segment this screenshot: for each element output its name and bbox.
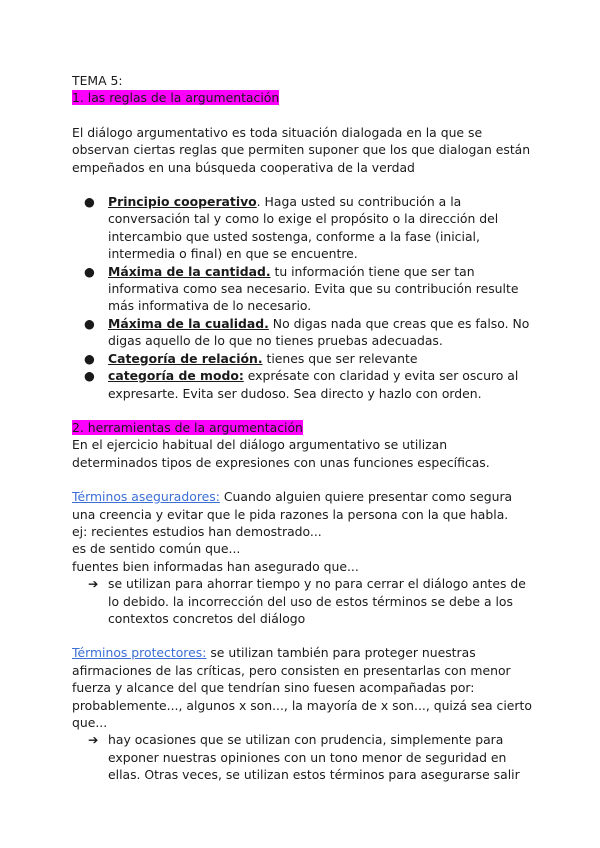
arrow-icon: ➔ [88,576,99,592]
rule-term: Principio cooperativo [108,194,257,210]
list-item [84,263,532,315]
aseguradores-paragraph: Términos aseguradores: Cuando alguien quiere presentar como segura una creencia y evitar que le pida razones la persona con la que habla. [72,489,513,522]
aseguradores-notes [72,575,532,627]
example-line: es de sentido común que... [72,541,241,557]
protectores-paragraph: Términos protectores: se utilizan también para proteger nuestras afirmaciones de las críticas, pero consisten en presentarlas con menor fuerza y alcance del que tendrían sino fuesen acompañadas por: probablemente..., algunos x son..., la mayoría de x son..., quizá sea cierto que... [72,645,532,730]
list-item: ➔ hay ocasiones que se utilizan con prudencia, simplemente para exponer nuestras opiniones con un tono menor de seguridad en ellas. Otras veces, se utilizan estos términos para asegurarse salir [88,732,520,783]
section1-heading: 1. las reglas de la argumentación [72,90,280,106]
protectores-link[interactable]: Términos protectores: [72,645,207,661]
list-item [84,193,532,263]
aseguradores-link[interactable]: Términos aseguradores: [72,489,220,505]
bullet-icon: ● [84,368,95,384]
rule-text: tienes que ser relevante [262,350,418,366]
section1-intro: El diálogo argumentativo es toda situación dialogada en la que se observan ciertas reglas que permiten suponer que los que dialogan están empeñados en una búsqueda cooperativa de la verdad [72,124,531,175]
arrow-icon: ➔ [88,732,99,748]
rule-text: . Haga usted su contribución a la conversación tal y como lo exige el propósito o la dirección del intercambio que usted sostenga, conforme a la fase (inicial, intermedia o final) en que se encuentre. [108,194,499,262]
rule-text: tu información tiene que ser tan informativa como sea necesario. Evita que su contribución resulte más informativa de lo necesario. [108,263,519,314]
rule-term: Categoría de relación. [108,350,263,366]
bullet-icon: ● [84,194,95,210]
section2-heading: 2. herramientas de la argumentación [72,419,303,435]
document-page [72,72,532,784]
rule-text: No digas nada que creas que es falso. No digas aquello de lo que no tienes pruebas adecuadas. [108,315,530,349]
bullet-icon: ● [84,315,95,331]
rule-term: Máxima de la cantidad. [108,263,271,279]
list-item [84,315,532,350]
rule-text: exprésate con claridad y evita ser oscuro al expresarte. Evita ser dudoso. Sea directo y hazlo con orden. [108,368,519,401]
protectores-notes [72,731,532,783]
rules-list [72,193,532,402]
rule-term: Máxima de la cualidad. [108,315,269,331]
example-line: ej: recientes estudios han demostrado... [72,523,322,539]
bullet-icon: ● [84,263,95,279]
rule-term: categoría de modo: [108,368,244,384]
section2-intro: En el ejercicio habitual del diálogo argumentativo se utilizan determinados tipos de expresiones con unas funciones específicas. [72,437,490,470]
bullet-icon: ● [84,350,95,366]
list-item [84,367,532,402]
example-line: fuentes bien informadas han asegurado que... [72,558,359,574]
tema-label: TEMA 5: [72,73,123,88]
list-item [84,350,532,367]
list-item: ➔ se utilizan para ahorrar tiempo y no para cerrar el diálogo antes de lo debido. la incorrección del uso de estos términos se debe a los contextos concretos del diálogo [88,576,526,626]
